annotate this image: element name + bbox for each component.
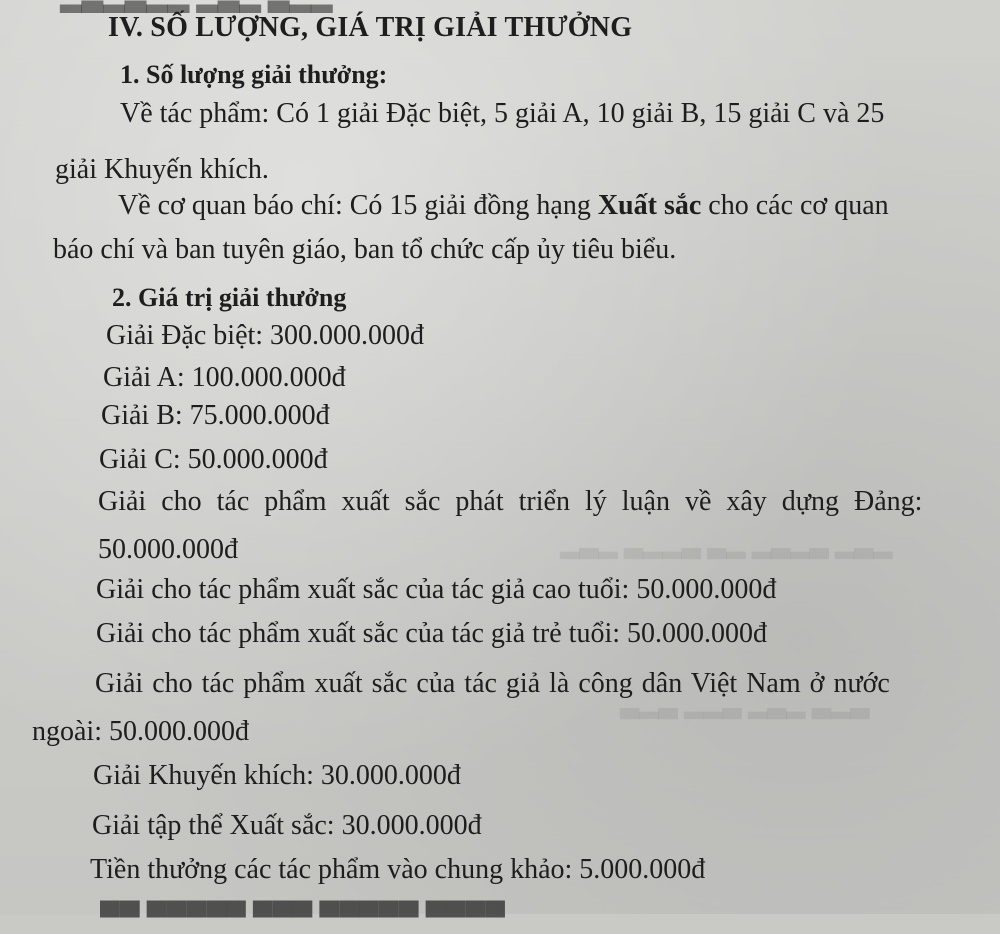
prize-overseas-line1: Giải cho tác phẩm xuất sắc của tác giả là công dân Việt Nam ở nước bbox=[95, 668, 890, 699]
press-text-pre: Về cơ quan báo chí: Có 15 giải đồng hạng bbox=[118, 190, 598, 221]
show-through-text: ▃▂▃ ▂▃▂ ▃▂▂ ▃▂▃ bbox=[620, 692, 870, 719]
prize-theory-line1: Giải cho tác phẩm xuất sắc phát triển lý luận về xây dựng Đảng: bbox=[98, 486, 923, 517]
press-count-line2: báo chí và ban tuyên giáo, ban tổ chức cấp ủy tiêu biểu. bbox=[53, 234, 677, 265]
prize-theory-line2: 50.000.000đ bbox=[98, 534, 238, 565]
section-1-title: 1. Số lượng giải thưởng: bbox=[120, 60, 388, 89]
press-text-bold: Xuất sắc bbox=[597, 190, 702, 221]
prize-special: Giải Đặc biệt: 300.000.000đ bbox=[106, 320, 425, 351]
prize-young-author: Giải cho tác phẩm xuất sắc của tác giả trẻ tuổi: 50.000.000đ bbox=[96, 618, 768, 649]
prize-a: Giải A: 100.000.000đ bbox=[103, 362, 346, 393]
press-text-post: cho các cơ quan bbox=[701, 190, 889, 221]
prize-c: Giải C: 50.000.000đ bbox=[99, 444, 328, 475]
prize-overseas-line2: ngoài: 50.000.000đ bbox=[32, 716, 249, 747]
section-heading: IV. SỐ LƯỢNG, GIÁ TRỊ GIẢI THƯỞNG bbox=[108, 12, 633, 43]
show-through-text: ▂▃▂ ▃▂▃▂ ▂▃ ▃▂▂▃ ▂▃▂ bbox=[560, 532, 893, 559]
works-count-line2: giải Khuyến khích. bbox=[55, 154, 269, 185]
works-count-line1: Về tác phẩm: Có 1 giải Đặc biệt, 5 giải A, 10 giải B, 15 giải C và 25 bbox=[120, 98, 885, 129]
section-2-title: 2. Giá trị giải thưởng bbox=[112, 283, 347, 312]
prize-b: Giải B: 75.000.000đ bbox=[101, 400, 330, 431]
prize-elderly-author: Giải cho tác phẩm xuất sắc của tác giả cao tuổi: 50.000.000đ bbox=[96, 574, 777, 605]
prize-collective: Giải tập thể Xuất sắc: 30.000.000đ bbox=[92, 810, 482, 841]
prize-encouragement: Giải Khuyến khích: 30.000.000đ bbox=[93, 760, 461, 791]
prize-final-round: Tiền thưởng các tác phẩm vào chung khảo: 5.000.000đ bbox=[90, 854, 706, 885]
cropped-text-bottom: ▀▀ ▀▀▀▀▀ ▀▀▀ ▀▀▀▀▀ ▀▀▀▀ bbox=[100, 902, 505, 933]
press-count-line1 bbox=[118, 192, 889, 220]
